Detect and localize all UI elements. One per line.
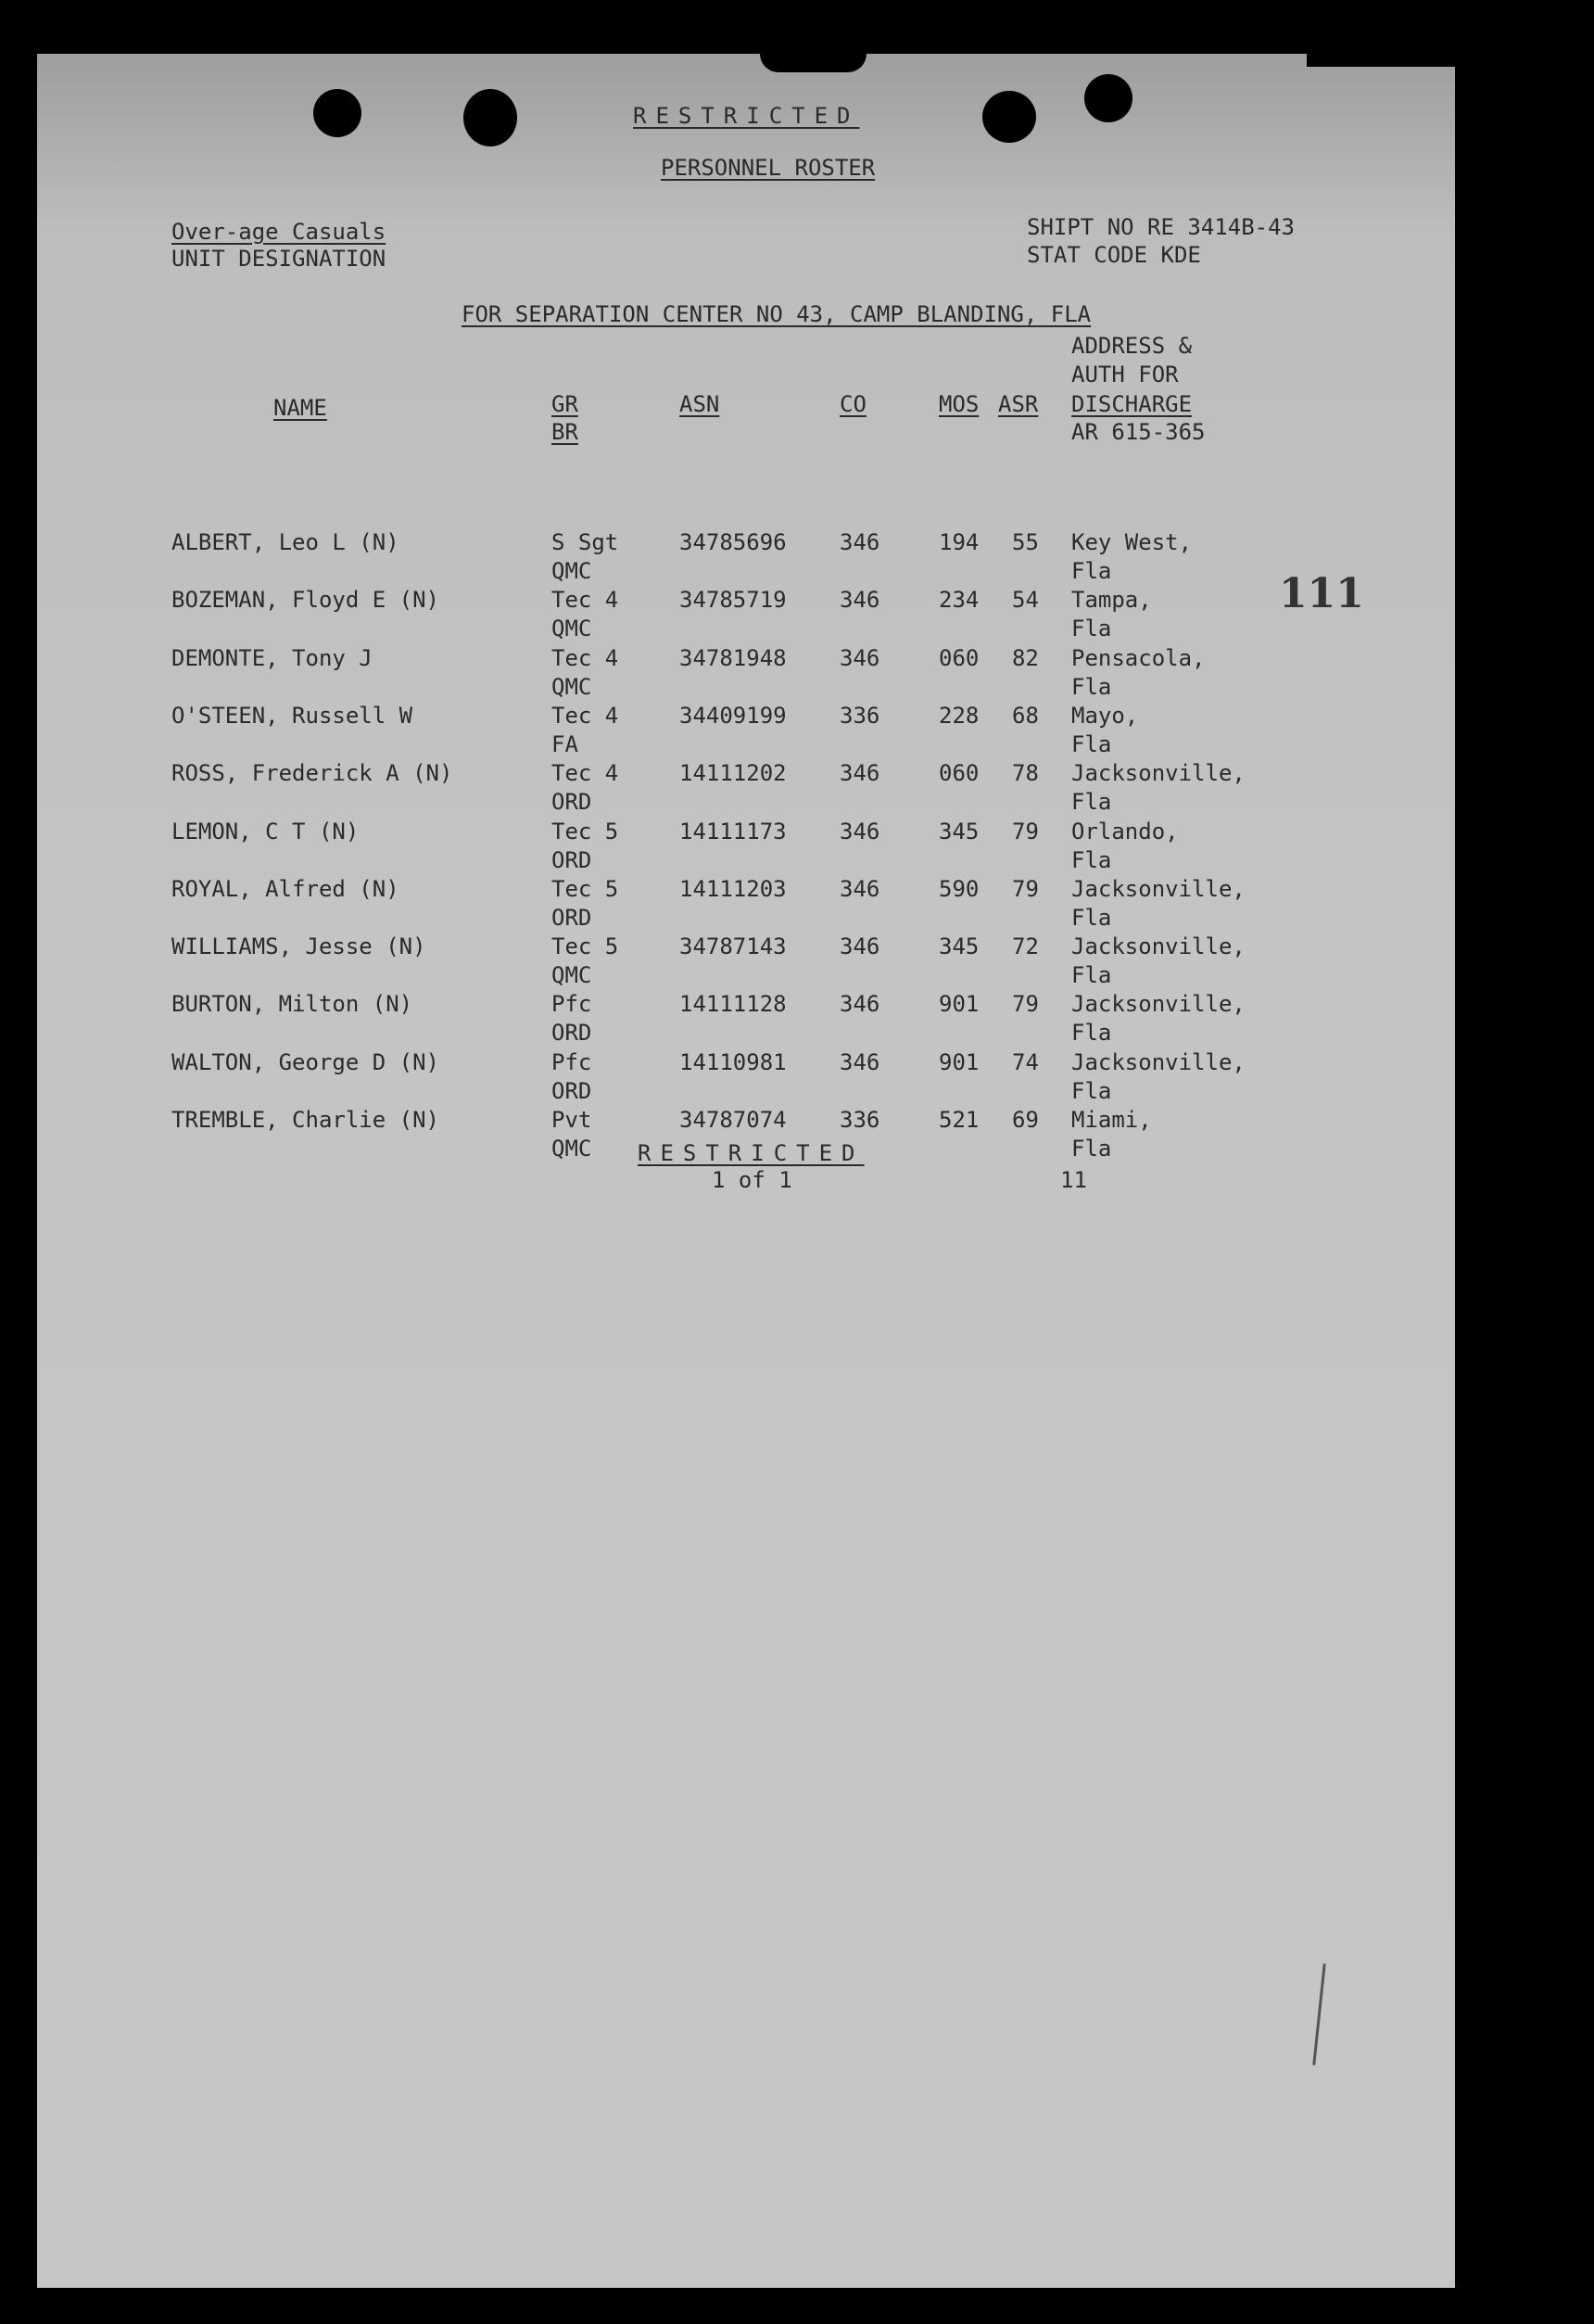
address-state: Fla (1071, 846, 1112, 873)
branch: QMC (551, 1136, 592, 1162)
army-serial-number: 34787143 (679, 933, 787, 960)
soldier-name: WALTON, George D (N) (171, 1048, 439, 1075)
asr-score: 54 (1012, 587, 1039, 614)
army-serial-number: 14111202 (679, 760, 787, 787)
address-state: Fla (1071, 962, 1112, 989)
restricted-bottom: RESTRICTED (638, 1140, 865, 1166)
address-city: Jacksonville, (1071, 875, 1246, 902)
table-row (37, 990, 1455, 1048)
mos-code: 194 (939, 529, 980, 555)
soldier-name: LEMON, C T (N) (171, 818, 360, 845)
address-city: Pensacola, (1071, 644, 1206, 671)
table-row (37, 586, 1455, 643)
unit-designation-label: UNIT DESIGNATION (171, 246, 386, 272)
army-serial-number: 34409199 (679, 702, 787, 729)
company: 346 (840, 644, 880, 671)
table-row (37, 702, 1455, 759)
branch: QMC (551, 673, 592, 700)
company: 346 (840, 933, 880, 960)
stat-code: STAT CODE KDE (1027, 242, 1201, 268)
soldier-name: BURTON, Milton (N) (171, 991, 413, 1018)
destination-line: FOR SEPARATION CENTER NO 43, CAMP BLANDING, FLA (462, 301, 1092, 327)
unit-name: Over-age Casuals (171, 219, 386, 245)
col-header-name: NAME (273, 395, 327, 421)
grade: Tec 5 (551, 933, 619, 960)
soldier-name: WILLIAMS, Jesse (N) (171, 933, 426, 960)
punch-hole-1 (313, 89, 361, 137)
grade: S Sgt (551, 529, 619, 555)
col-header-br: BR (551, 419, 578, 445)
address-state: Fla (1071, 730, 1112, 757)
asr-score: 69 (1012, 1107, 1039, 1133)
company: 346 (840, 587, 880, 614)
address-city: Key West, (1071, 529, 1193, 555)
col-header-asn: ASN (679, 391, 720, 417)
roster-title: PERSONNEL ROSTER (661, 155, 876, 181)
grade: Tec 4 (551, 760, 619, 787)
grade: Pfc (551, 1048, 592, 1075)
punch-hole-4 (1084, 74, 1132, 122)
edge-tear-top (760, 48, 867, 72)
col-header-address-3: DISCHARGE (1071, 391, 1193, 417)
roster-count: 11 (1060, 1167, 1087, 1193)
soldier-name: ALBERT, Leo L (N) (171, 529, 399, 555)
branch: QMC (551, 962, 592, 989)
address-state: Fla (1071, 904, 1112, 931)
soldier-name: ROYAL, Alfred (N) (171, 875, 399, 902)
mos-code: 901 (939, 991, 980, 1018)
address-state: Fla (1071, 1020, 1112, 1047)
table-row (37, 818, 1455, 875)
mos-code: 345 (939, 933, 980, 960)
address-state: Fla (1071, 558, 1112, 584)
army-serial-number: 34787074 (679, 1107, 787, 1133)
address-city: Miami, (1071, 1107, 1152, 1133)
soldier-name: ROSS, Frederick A (N) (171, 760, 453, 787)
table-row (37, 1048, 1455, 1106)
grade: Tec 5 (551, 818, 619, 845)
table-row (37, 875, 1455, 933)
col-header-address-4: AR 615-365 (1071, 419, 1206, 445)
army-serial-number: 14111203 (679, 875, 787, 902)
grade: Tec 5 (551, 875, 619, 902)
mos-code: 060 (939, 760, 980, 787)
company: 336 (840, 1107, 880, 1133)
asr-score: 79 (1012, 991, 1039, 1018)
asr-score: 74 (1012, 1048, 1039, 1075)
company: 346 (840, 529, 880, 555)
asr-score: 78 (1012, 760, 1039, 787)
branch: QMC (551, 558, 592, 584)
branch: ORD (551, 1077, 592, 1104)
company: 346 (840, 875, 880, 902)
soldier-name: BOZEMAN, Floyd E (N) (171, 587, 439, 614)
col-header-mos: MOS (939, 391, 980, 417)
col-header-gr: GR (551, 391, 578, 417)
edge-tear-top-right (1307, 48, 1455, 67)
address-state: Fla (1071, 1136, 1112, 1162)
branch: ORD (551, 789, 592, 816)
company: 346 (840, 760, 880, 787)
address-state: Fla (1071, 673, 1112, 700)
restricted-top: RESTRICTED (633, 103, 860, 129)
address-city: Jacksonville, (1071, 1048, 1246, 1075)
branch: QMC (551, 616, 592, 642)
company: 336 (840, 702, 880, 729)
mos-code: 590 (939, 875, 980, 902)
col-header-co: CO (840, 391, 867, 417)
mos-code: 234 (939, 587, 980, 614)
punch-hole-2 (463, 89, 517, 146)
soldier-name: TREMBLE, Charlie (N) (171, 1107, 439, 1133)
address-city: Jacksonville, (1071, 933, 1246, 960)
address-city: Mayo, (1071, 702, 1139, 729)
paper-scratch (1312, 1963, 1325, 2065)
branch: ORD (551, 1020, 592, 1047)
mos-code: 521 (939, 1107, 980, 1133)
address-state: Fla (1071, 789, 1112, 816)
address-city: Jacksonville, (1071, 760, 1246, 787)
company: 346 (840, 1048, 880, 1075)
branch: FA (551, 730, 578, 757)
branch: ORD (551, 904, 592, 931)
mos-code: 060 (939, 644, 980, 671)
col-header-asr: ASR (998, 391, 1039, 417)
col-header-address-1: ADDRESS & (1071, 333, 1193, 359)
roster-page (37, 54, 1455, 2288)
army-serial-number: 34785719 (679, 587, 787, 614)
address-city: Orlando, (1071, 818, 1179, 845)
army-serial-number: 34781948 (679, 644, 787, 671)
soldier-name: DEMONTE, Tony J (171, 644, 373, 671)
asr-score: 68 (1012, 702, 1039, 729)
address-city: Tampa, (1071, 587, 1152, 614)
asr-score: 79 (1012, 875, 1039, 902)
company: 346 (840, 818, 880, 845)
mos-code: 345 (939, 818, 980, 845)
table-row (37, 528, 1455, 586)
asr-score: 82 (1012, 644, 1039, 671)
mos-code: 228 (939, 702, 980, 729)
grade: Tec 4 (551, 587, 619, 614)
handwritten-number: 111 (1279, 570, 1364, 617)
shipment-number: SHIPT NO RE 3414B-43 (1027, 214, 1295, 240)
asr-score: 55 (1012, 529, 1039, 555)
grade: Tec 4 (551, 644, 619, 671)
table-row (37, 759, 1455, 817)
page-indicator: 1 of 1 (712, 1167, 792, 1193)
mos-code: 901 (939, 1048, 980, 1075)
address-state: Fla (1071, 616, 1112, 642)
punch-hole-3 (982, 91, 1036, 143)
army-serial-number: 14110981 (679, 1048, 787, 1075)
grade: Tec 4 (551, 702, 619, 729)
branch: ORD (551, 846, 592, 873)
grade: Pvt (551, 1107, 592, 1133)
army-serial-number: 34785696 (679, 529, 787, 555)
table-row (37, 933, 1455, 990)
soldier-name: O'STEEN, Russell W (171, 702, 413, 729)
army-serial-number: 14111173 (679, 818, 787, 845)
company: 346 (840, 991, 880, 1018)
grade: Pfc (551, 991, 592, 1018)
address-state: Fla (1071, 1077, 1112, 1104)
asr-score: 79 (1012, 818, 1039, 845)
address-city: Jacksonville, (1071, 991, 1246, 1018)
asr-score: 72 (1012, 933, 1039, 960)
army-serial-number: 14111128 (679, 991, 787, 1018)
col-header-address-2: AUTH FOR (1071, 362, 1179, 387)
table-row (37, 644, 1455, 702)
